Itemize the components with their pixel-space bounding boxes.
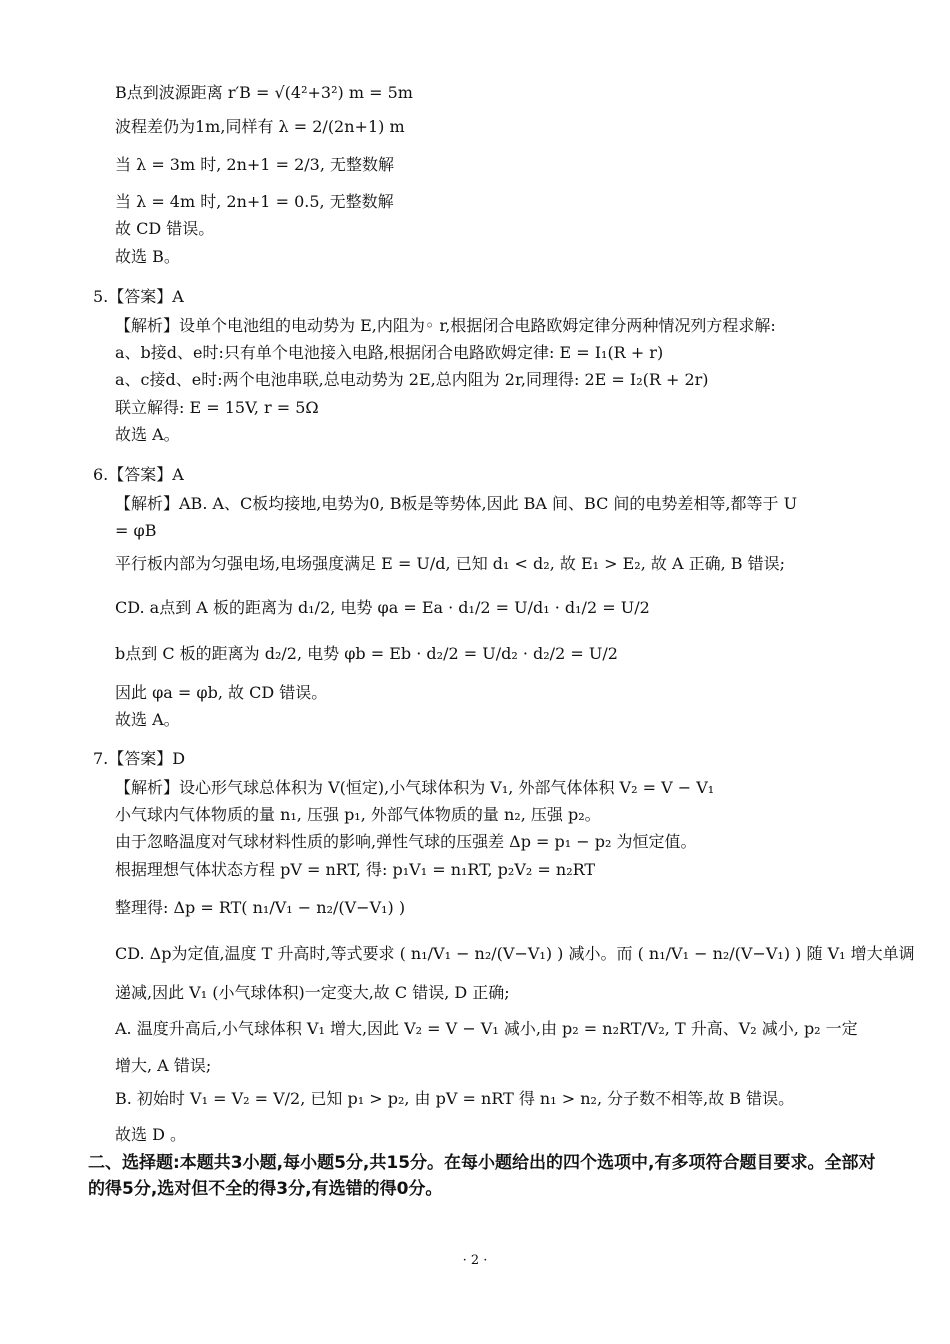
solution-line: 【解析】设单个电池组的电动势为 E,内阻为◦ r,根据闭合电路欧姆定律分两种情况列方程求解: (115, 316, 776, 335)
solution-line: 【解析】设心形气球总体积为 V(恒定),小气球体积为 V₁, 外部气体体积 V₂ = V − V₁ (115, 778, 715, 797)
solution-line: 因此 φa = φb, 故 CD 错误。 (115, 683, 328, 702)
solution-line: 当 λ = 4m 时, 2n+1 = 0.5, 无整数解 (115, 192, 394, 211)
solution-line: 故选 D 。 (115, 1125, 187, 1144)
solution-line: 由于忽略温度对气球材料性质的影响,弹性气球的压强差 Δp = p₁ − p₂ 为恒定值。 (115, 832, 697, 851)
solution-line: a、b接d、e时:只有单个电池接入电路,根据闭合电路欧姆定律: E = I₁(R + r) (115, 343, 664, 362)
question-answer-heading: 5.【答案】A (93, 287, 184, 306)
solution-line: 根据理想气体状态方程 pV = nRT, 得: p₁V₁ = n₁RT, p₂V₂ = n₂RT (115, 860, 596, 879)
solution-line: 当 λ = 3m 时, 2n+1 = 2/3, 无整数解 (115, 155, 394, 174)
solution-line: b点到 C 板的距离为 d₂/2, 电势 φb = Eb · d₂/2 = U/d₂ · d₂/2 = U/2 (115, 644, 618, 663)
solution-line: 故选 B。 (115, 247, 180, 266)
solution-line: 故 CD 错误。 (115, 219, 215, 238)
solution-line: a、c接d、e时:两个电池串联,总电动势为 2E,总内阻为 2r,同理得: 2E = I₂(R + 2r) (115, 370, 709, 389)
solution-line: B. 初始时 V₁ = V₂ = V/2, 已知 p₁ > p₂, 由 pV = nRT 得 n₁ > n₂, 分子数不相等,故 B 错误。 (115, 1089, 795, 1108)
solution-line: 故选 A。 (115, 710, 180, 729)
section-heading: 二、选择题:本题共3小题,每小题5分,共15分。在每小题给出的四个选项中,有多项符合题目要求。全部对的得5分,选对但不全的得3分,有选错的得0分。 (88, 1153, 876, 1199)
solution-line: 递减,因此 V₁ (小气球体积)一定变大,故 C 错误, D 正确; (115, 983, 510, 1002)
solution-line: = φB (115, 521, 157, 540)
page-number: · 2 · (462, 1253, 488, 1268)
solution-line: 故选 A。 (115, 425, 180, 444)
solution-line: 小气球内气体物质的量 n₁, 压强 p₁, 外部气体物质的量 n₂, 压强 p₂。 (115, 805, 601, 824)
solution-line: A. 温度升高后,小气球体积 V₁ 增大,因此 V₂ = V − V₁ 减小,由 p₂ = n₂RT/V₂, T 升高、V₂ 减小, p₂ 一定 (115, 1019, 858, 1038)
solution-line: 平行板内部为匀强电场,电场强度满足 E = U/d, 已知 d₁ < d₂, 故 E₁ > E₂, 故 A 正确, B 错误; (115, 554, 786, 573)
solution-line: 整理得: Δp = RT( n₁/V₁ − n₂/(V−V₁) ) (115, 898, 406, 917)
solution-line: 【解析】AB. A、C板均接地,电势为0, B板是等势体,因此 BA 间、BC 间的电势差相等,都等于 U (115, 494, 798, 513)
solution-line: CD. a点到 A 板的距离为 d₁/2, 电势 φa = Ea · d₁/2 = U/d₁ · d₁/2 = U/2 (115, 598, 650, 617)
solution-line: 增大, A 错误; (115, 1056, 212, 1075)
question-answer-heading: 7.【答案】D (93, 749, 186, 768)
solution-line: CD. Δp为定值,温度 T 升高时,等式要求 ( n₁/V₁ − n₂/(V−V₁) ) 减小。而 ( n₁/V₁ − n₂/(V−V₁) ) 随 V₁ 增大单调 (115, 944, 915, 963)
solution-line: 联立解得: E = 15V, r = 5Ω (115, 398, 319, 417)
solution-line: 波程差仍为1m,同样有 λ = 2/(2n+1) m (115, 117, 405, 136)
question-answer-heading: 6.【答案】A (93, 465, 184, 484)
solution-line: B点到波源距离 r′B = √(4²+3²) m = 5m (115, 83, 413, 102)
